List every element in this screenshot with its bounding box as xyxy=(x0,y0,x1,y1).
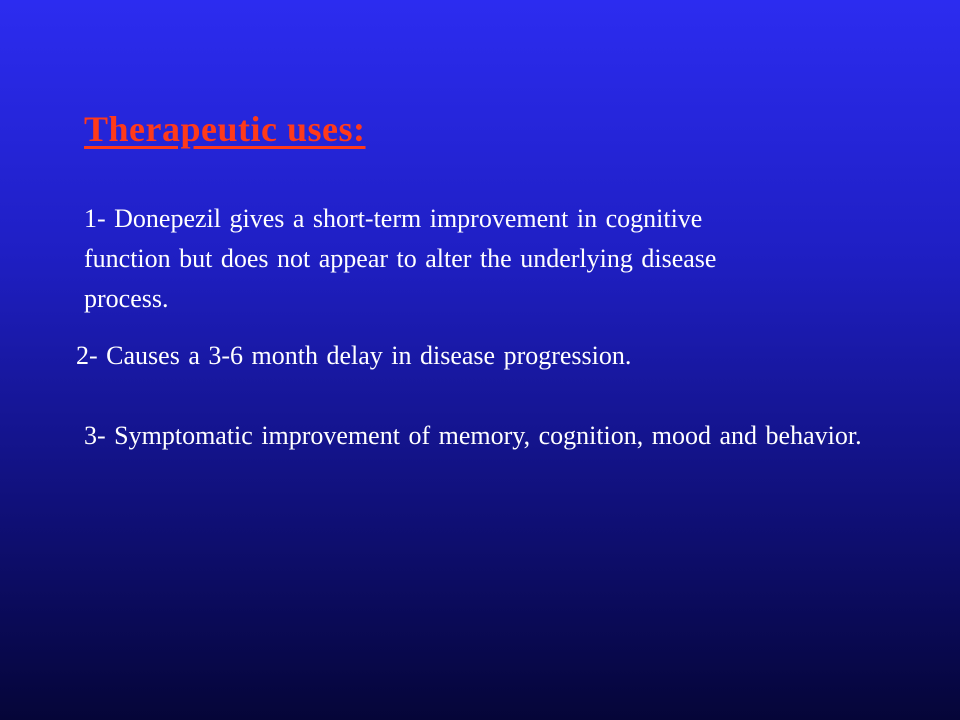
point-1: 1- Donepezil gives a short-term improvement in cognitive function but does not appear to alter the underlying disease process. xyxy=(84,204,717,313)
point-2: 2- Causes a 3-6 month delay in disease progression. xyxy=(76,341,632,370)
point-3: 3- Symptomatic improvement of memory, cognition, mood and behavior. xyxy=(84,421,862,450)
slide-title: Therapeutic uses: xyxy=(84,109,366,149)
